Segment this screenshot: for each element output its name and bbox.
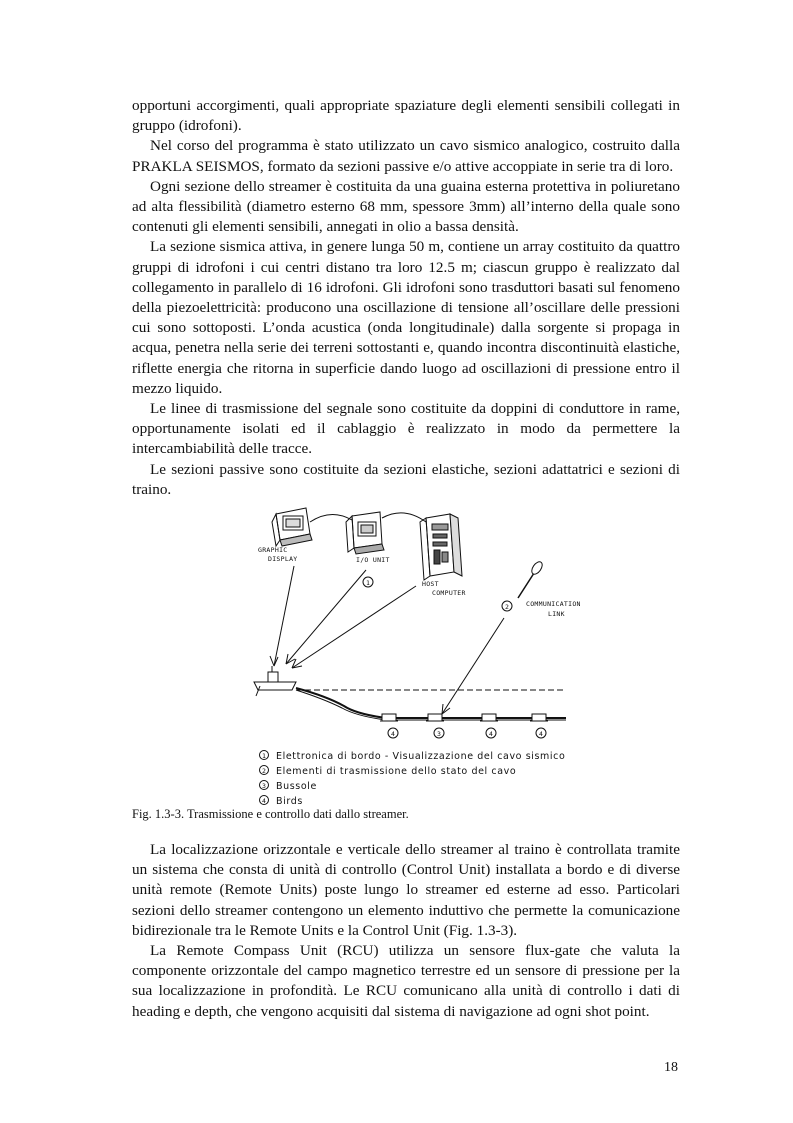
cable-line [310, 514, 352, 522]
figure-streamer-diagram [236, 500, 596, 812]
legend-item: Bussole [276, 781, 317, 792]
paragraph: Le sezioni passive sono costituite da sezioni elastiche, sezioni adattatrici e sezioni di traino. [132, 460, 680, 498]
legend-item: Birds [276, 796, 303, 807]
arrow-line [274, 566, 294, 666]
arrow-line [292, 586, 416, 668]
legend-num: 2 [262, 767, 267, 775]
marker-4: 4 [539, 730, 544, 738]
paragraph: Ogni sezione dello streamer è costituita da una guaina esterna protettiva in poliuretano ad alta flessibilità (diametro esterno 68 mm, spessore 3mm) all’interno della quale sono contenuti gli elementi sensibili, annegati in olio a bassa densità. [132, 177, 680, 236]
host-computer-icon [420, 514, 462, 580]
marker-4: 4 [489, 730, 494, 738]
figure-caption: Fig. 1.3-3. Trasmissione e controllo dati dallo streamer. [132, 807, 409, 821]
bird-device [380, 714, 398, 721]
page-number: 18 [664, 1060, 678, 1075]
marker-4: 4 [391, 730, 396, 738]
label-graphic-display: GRAPHIC [258, 546, 288, 554]
paragraph: La sezione sismica attiva, in genere lunga 50 m, contiene un array costituito da quattro gruppi di idrofoni i cui centri distano tra loro 12.5 m; ciascun gruppo è realizzato dal collegamento in parallelo di 16 idrofoni. Gli idrofoni sono trasduttori basati sul fenomeno della piezoelettricità: producono una oscillazione di tensione all’oscillare delle pressioni cui sono sottoposti. L’onda acustica (onda longitudinale) dalla sorgente si propaga in acqua, penetra nella serie dei terreni sottostanti e, quando incontra discontinuità elastiche, riflette energia che ritorna in superficie dando luogo ad oscillazioni di pressione entro il mezzo liquido. [132, 238, 680, 397]
ship-icon [254, 666, 296, 696]
label-io-unit: I/O UNIT [356, 556, 390, 564]
marker-2: 2 [505, 603, 510, 611]
label-communication-link: LINK [548, 610, 565, 618]
legend-num: 3 [262, 782, 267, 790]
paragraph: opportuni accorgimenti, quali appropriate spaziature degli elementi sensibili collegati in gruppo (idrofoni). [132, 97, 680, 135]
paragraph: Le linee di trasmissione del segnale sono costituite da doppini di conduttore in rame, opportunamente isolati ed il cablaggio è realizzato in modo da permettere la intercambiabilità delle tracce. [132, 400, 680, 458]
label-host-computer: COMPUTER [432, 589, 466, 597]
legend-item: Elementi di trasmissione dello stato del cavo [276, 766, 517, 777]
streamer-diagram-svg [236, 500, 596, 812]
cable-line [382, 513, 426, 522]
io-unit-icon [346, 512, 384, 554]
arrow-line [442, 618, 504, 714]
paragraph: La Remote Compass Unit (RCU) utilizza un sensore flux-gate che valuta la componente orizzontale del campo magnetico terrestre ed un sensore di pressione per la sua localizzazione in profondità. Le RCU comunicano alla unità di controllo i dati di heading e depth, che vengono acquisiti dal sistema di navigazione ad ogni shot point. [132, 942, 680, 1020]
bird-device [480, 714, 498, 721]
antenna-icon [518, 560, 544, 598]
graphic-display-icon [272, 508, 312, 546]
marker-1: 1 [366, 579, 371, 587]
marker-3: 3 [437, 730, 442, 738]
label-host-computer: HOST [422, 580, 439, 588]
legend-num: 4 [262, 797, 267, 805]
legend-item: Elettronica di bordo - Visualizzazione del cavo sismico [276, 751, 566, 762]
paragraph: La localizzazione orizzontale e verticale dello streamer al traino è controllata tramite un sistema che consta di unità di controllo (Control Unit) installata a bordo e di diverse unità remote (Remote Units) poste lungo lo streamer ed esterne ad esso. Particolari sezioni dello streamer contengono un elemento induttivo che permette la comunicazione bidirezionale tra le Remote Units e la Control Unit (Fig. 1.3-3). [132, 841, 680, 939]
arrow-line [286, 570, 366, 664]
label-communication-link: COMMUNICATION [526, 600, 581, 608]
body-text-top [132, 96, 680, 500]
label-graphic-display: DISPLAY [268, 555, 298, 563]
body-text-bottom [132, 840, 680, 1022]
bird-device [530, 714, 548, 721]
legend-num: 1 [262, 752, 267, 760]
paragraph: Nel corso del programma è stato utilizzato un cavo sismico analogico, costruito dalla PRAKLA SEISMOS, formato da sezioni passive e/o attive accoppiate in serie tra di loro. [132, 137, 680, 175]
compass-device [426, 714, 444, 721]
